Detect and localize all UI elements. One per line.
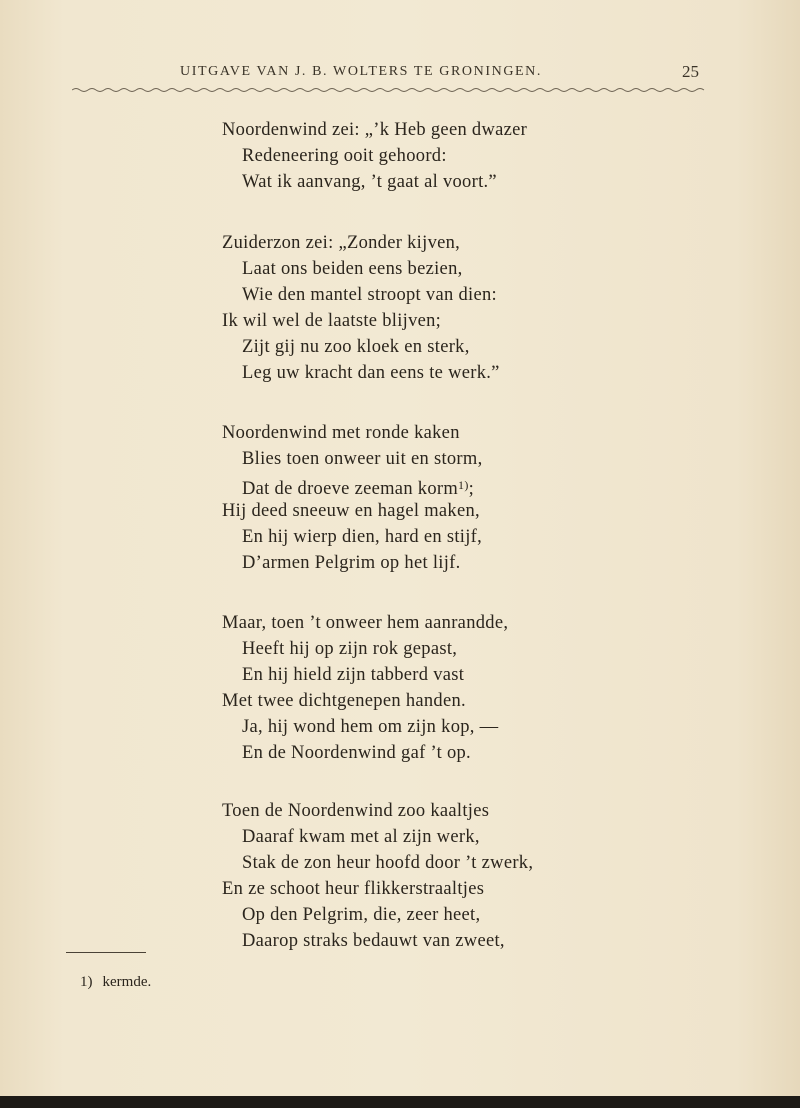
verse-line: D’armen Pelgrim op het lijf. bbox=[242, 553, 461, 573]
scan-edge bbox=[0, 1096, 800, 1108]
verse-line: Daarop straks bedauwt van zweet, bbox=[242, 931, 505, 951]
ornamental-rule bbox=[72, 86, 708, 94]
verse-line: Met twee dichtgenepen handen. bbox=[222, 691, 466, 711]
footnote-mark: 1) bbox=[80, 974, 93, 990]
verse-line: Stak de zon heur hoofd door ’t zwerk, bbox=[242, 853, 534, 873]
verse-line: Zuiderzon zei: „Zonder kijven, bbox=[222, 233, 461, 253]
verse-line: Maar, toen ’t onweer hem aanrandde, bbox=[222, 613, 509, 633]
footnote-text: kermde. bbox=[102, 974, 152, 990]
verse-line: Wie den mantel stroopt van dien: bbox=[242, 285, 497, 305]
verse-line: Ja, hij wond hem om zijn kop, — bbox=[242, 717, 499, 737]
verse-line: Op den Pelgrim, die, zeer heet, bbox=[242, 905, 481, 925]
verse-line: Ik wil wel de laatste blijven; bbox=[222, 311, 442, 331]
punctuation: ; bbox=[468, 479, 475, 499]
verse-line-with-footnote bbox=[242, 473, 474, 501]
verse-line: Wat ik aanvang, ’t gaat al voort.” bbox=[242, 172, 497, 192]
footnote-divider bbox=[66, 952, 146, 953]
verse-line: Blies toen onweer uit en storm, bbox=[242, 449, 483, 469]
verse-line: Zijt gij nu zoo kloek en sterk, bbox=[242, 337, 470, 357]
running-title: UITGAVE VAN J. B. WOLTERS TE GRONINGEN. bbox=[180, 64, 542, 79]
verse-line: En hij wierp dien, hard en stijf, bbox=[242, 527, 483, 547]
footnote bbox=[80, 974, 151, 991]
verse-line: En de Noordenwind gaf ’t op. bbox=[242, 743, 471, 763]
footnote-reference: 1) bbox=[458, 478, 469, 492]
verse-line: Redeneering ooit gehoord: bbox=[242, 146, 447, 166]
verse-line-text: Dat de droeve zeeman korm bbox=[242, 479, 459, 499]
verse-line: Leg uw kracht dan eens te werk.” bbox=[242, 363, 500, 383]
verse-line: En hij hield zijn tabberd vast bbox=[242, 665, 465, 685]
page-number: 25 bbox=[682, 62, 699, 81]
verse-line: Laat ons beiden eens bezien, bbox=[242, 259, 463, 279]
verse-line: En ze schoot heur flikkerstraaltjes bbox=[222, 879, 485, 899]
verse-line: Heeft hij op zijn rok gepast, bbox=[242, 639, 458, 659]
verse-line: Hij deed sneeuw en hagel maken, bbox=[222, 501, 480, 521]
verse-line: Noordenwind zei: „’k Heb geen dwazer bbox=[222, 120, 528, 140]
verse-line: Noordenwind met ronde kaken bbox=[222, 423, 460, 443]
verse-line: Toen de Noordenwind zoo kaaltjes bbox=[222, 801, 490, 821]
verse-line: Daaraf kwam met al zijn werk, bbox=[242, 827, 480, 847]
